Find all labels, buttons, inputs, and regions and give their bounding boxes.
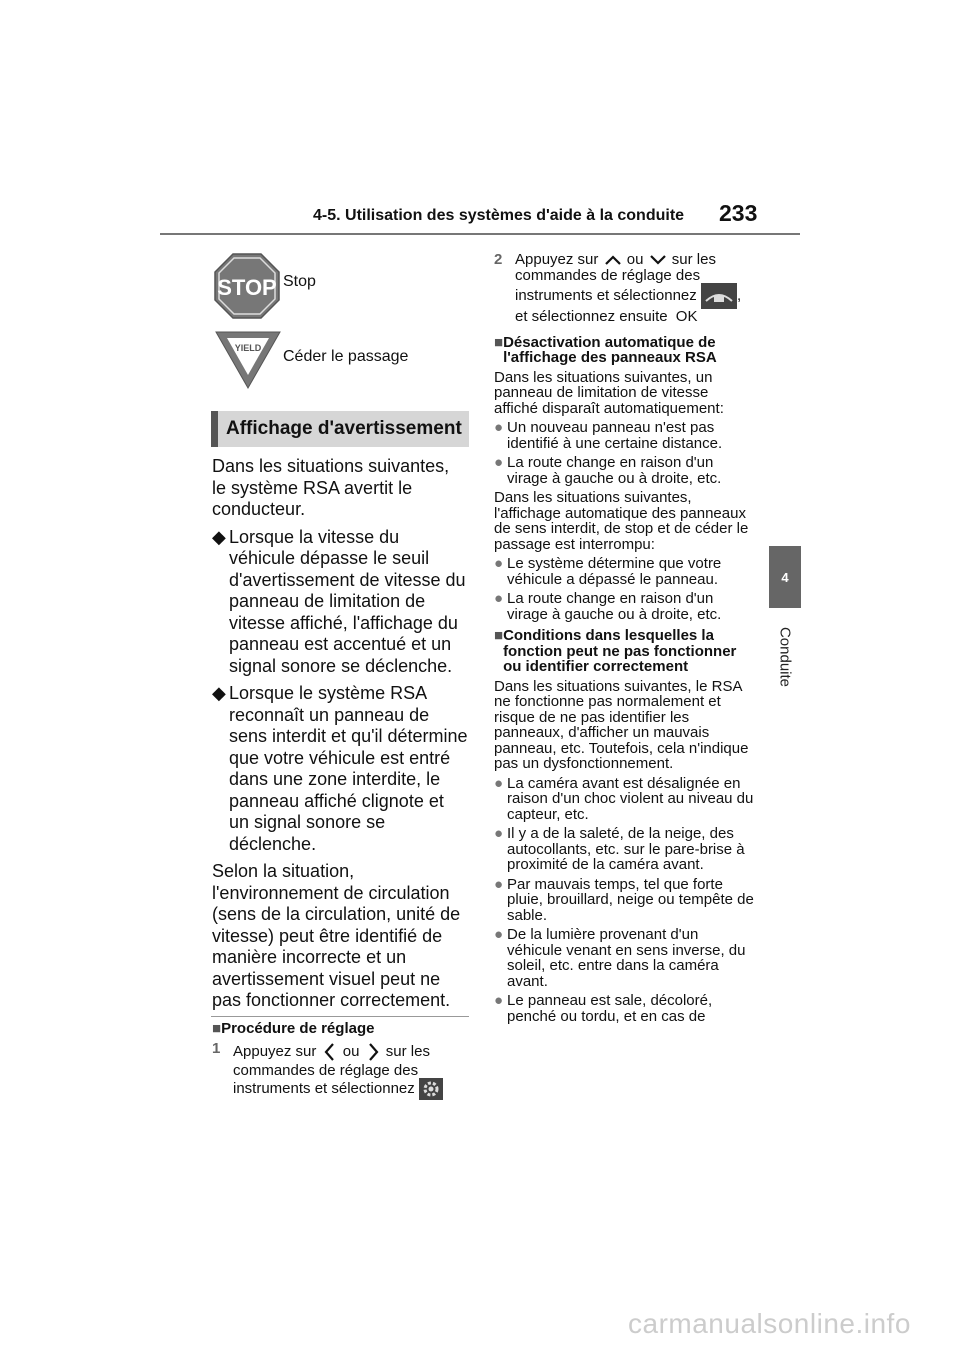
list-item: ● Il y a de la saleté, de la neige, des autocollants, etc. sur le pare-brise à proximité de la caméra avant. (494, 825, 745, 873)
stop-sign-icon (214, 253, 280, 319)
chevron-down-icon (648, 253, 668, 267)
step-text: Appuyez sur ou sur les commandes de réglage des instruments et sélectionnez (233, 1041, 468, 1101)
step-text: Appuyez sur ou sur les commandes de réglage des instruments et sélectionnez , et sélectionnez ensuite OK (515, 251, 742, 325)
list-item: ● La caméra avant est désalignée en raison d'un choc violent au niveau du capteur, etc. (494, 774, 754, 823)
square-bullet-icon: ■ (494, 627, 504, 644)
procedure-title: ■Procédure de réglage (212, 1020, 375, 1037)
settings-gear-icon (419, 1078, 443, 1100)
right-column-body (494, 252, 756, 1024)
bullet-dot-icon: ● (494, 992, 504, 1009)
step-number: 1 (212, 1039, 221, 1057)
bullet-diamond-icon: ◆ (212, 526, 226, 547)
list-item (212, 527, 468, 678)
yield-sign-icon (215, 330, 281, 390)
list-item: ● Le système détermine que votre véhicule a dépassé le panneau. (494, 555, 722, 588)
list-item: ● La route change en raison d'un virage à gauche ou à droite, etc. (494, 454, 722, 487)
watermark: carmanualsonline.info (628, 1308, 911, 1339)
header-rule (160, 233, 800, 235)
yield-label: Céder le passage (283, 348, 409, 365)
chapter-label: Conduite (776, 626, 794, 688)
square-bullet-icon: ■ (212, 1020, 222, 1037)
bullet-dot-icon: ● (494, 926, 504, 943)
list-item: ● De la lumière provenant d'un véhicule venant en sens inverse, du soleil, etc. entre dans la caméra avant. (494, 926, 746, 990)
ok-label: OK (675, 308, 698, 325)
list-item: ● Le panneau est sale, décoloré, penché ou tordu, et en cas de (494, 992, 713, 1025)
yield-sign-text: YIELD (234, 343, 262, 353)
bullet-dot-icon: ● (494, 875, 504, 893)
square-bullet-icon: ■ (494, 333, 504, 351)
separator (211, 1016, 469, 1017)
bullet-dot-icon: ● (494, 454, 504, 471)
chevron-right-icon (364, 1041, 382, 1063)
bullet-diamond-icon: ◆ (212, 683, 226, 703)
subsection-heading: ■ Conditions dans lesquelles la fonction peut ne pas fonctionner ou identifier correctement (494, 627, 737, 675)
procedure-block (212, 1021, 468, 1100)
paragraph: Dans les situations suivantes, le RSA ne fonctionne pas normalement et risque de ne pas identifier les panneaux, d'afficher un mauvais panneau, etc. Toutefois, cela n'indique pas un dysfonctionnement. (494, 677, 749, 772)
closing-paragraph: Selon la situation, l'environnement de circulation (sens de la circulation, unité de vitesse) peut être identifié de manière incorrecte et un avertissement visuel peut ne pas fonctionner correctement. (212, 861, 461, 1010)
left-column-body (212, 456, 468, 1012)
section-title: 4-5. Utilisation des systèmes d'aide à la conduite (313, 207, 685, 224)
list-item-text: Lorsque la vitesse du véhicule dépasse le seuil d'avertissement de vitesse du panneau de limitation de vitesse affiché, l'affichage du panneau est accentué et un signal sonore se déclenche. (229, 526, 466, 676)
section-heading: Affichage d'avertissement (211, 411, 469, 447)
bullet-dot-icon: ● (494, 774, 504, 792)
driving-assist-icon (701, 283, 737, 309)
list-item: ● Par mauvais temps, tel que forte pluie, brouillard, neige ou tempête de sable. (494, 875, 754, 924)
stop-label: Stop (283, 273, 316, 290)
subsection-heading: ■ Désactivation automatique de l'affichage des panneaux RSA (494, 333, 717, 366)
bullet-dot-icon: ● (494, 419, 504, 436)
bullet-dot-icon: ● (494, 825, 504, 842)
list-item: ● La route change en raison d'un virage à gauche ou à droite, etc. (494, 590, 722, 623)
step-2 (494, 252, 756, 325)
step-1 (212, 1041, 468, 1101)
list-item: ● Un nouveau panneau n'est pas identifié à une certaine distance. (494, 419, 723, 452)
bullet-dot-icon: ● (494, 590, 504, 607)
bullet-dot-icon: ● (494, 555, 504, 572)
list-item-text: Lorsque le système RSA reconnaît un panneau de sens interdit et qu'il détermine que votre véhicule est entré dans une zone interdite, le panneau affiché clignote et un signal sonore se déclenche. (229, 683, 468, 854)
step-number: 2 (494, 251, 503, 268)
page-number: 233 (719, 200, 758, 226)
paragraph: Dans les situations suivantes, un panneau de limitation de vitesse affiché disparaît automatiquement: (494, 368, 724, 417)
chevron-left-icon (321, 1041, 339, 1063)
stop-sign-text: STOP (217, 275, 277, 300)
intro-paragraph: Dans les situations suivantes, le système RSA avertit le conducteur. (212, 456, 450, 519)
chapter-tab: 4 (769, 546, 801, 608)
chapter-label-box (770, 622, 800, 692)
paragraph: Dans les situations suivantes, l'affichage automatique des panneaux de sens interdit, de stop et de céder le passage est interrompu: (494, 489, 749, 553)
chevron-up-icon (603, 253, 623, 267)
list-item (212, 683, 468, 855)
